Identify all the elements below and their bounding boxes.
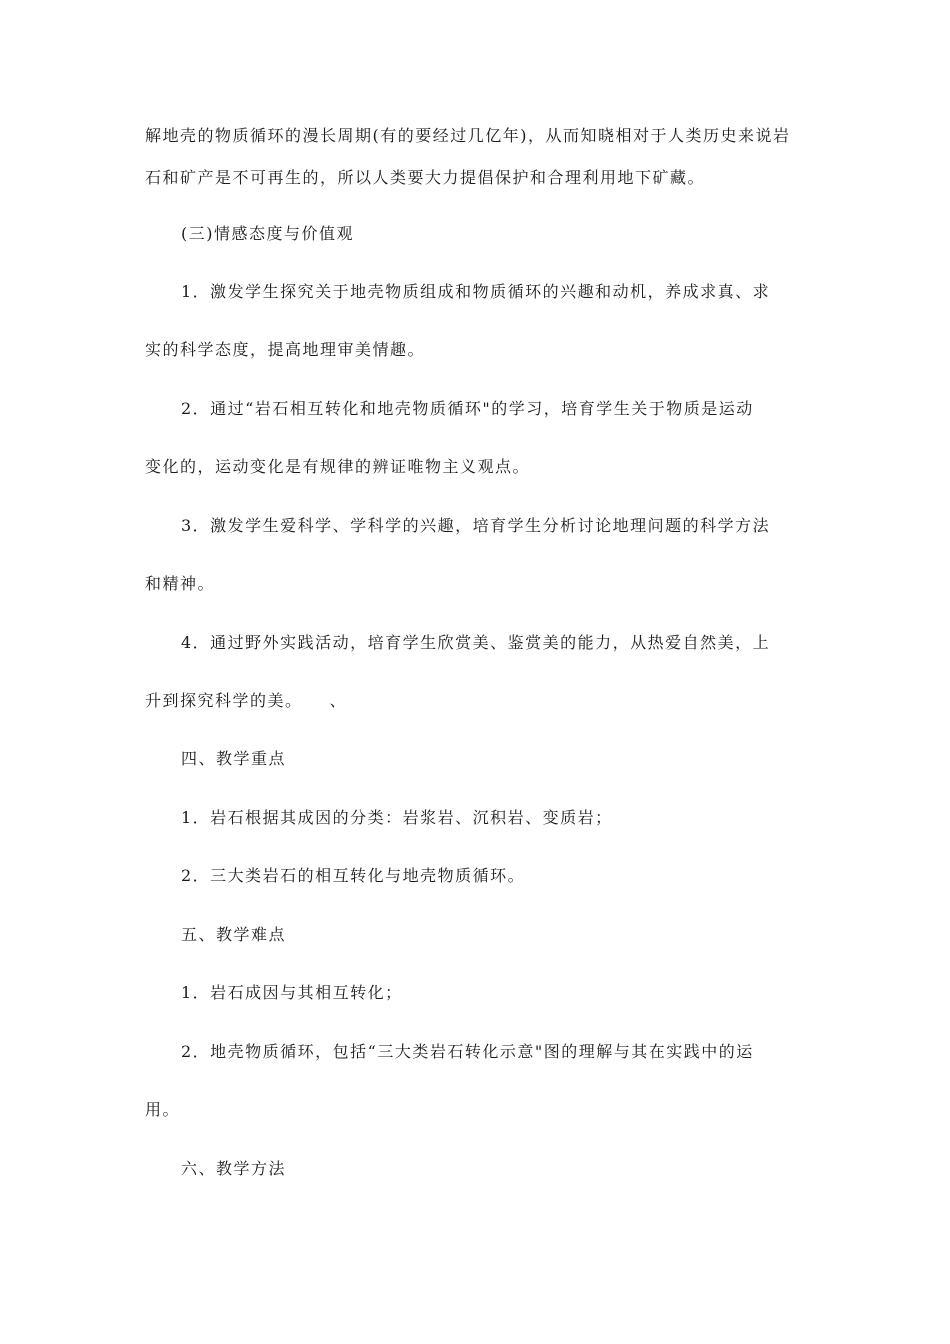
section-heading: 五、教学难点 — [181, 925, 287, 944]
paragraph-line: 用。 — [145, 1100, 181, 1119]
paragraph-line: 和精神。 — [145, 574, 216, 593]
section-heading: 六、教学方法 — [181, 1159, 287, 1178]
list-item: 2．地壳物质循环，包括“三大类岩石转化示意"图的理解与其在实践中的运 — [181, 1042, 754, 1061]
section-heading: 四、教学重点 — [181, 749, 287, 768]
section-heading: (三)情感态度与价值观 — [181, 224, 354, 243]
paragraph-line: 2．通过“岩石相互转化和地壳物质循环"的学习，培育学生关于物质是运动 — [181, 399, 754, 418]
paragraph-line: 3．激发学生爱科学、学科学的兴趣，培育学生分析讨论地理问题的科学方法 — [181, 516, 771, 535]
paragraph-line: 变化的，运动变化是有规律的辨证唯物主义观点。 — [145, 457, 531, 476]
list-item: 2．三大类岩石的相互转化与地壳物质循环。 — [181, 866, 526, 885]
paragraph-line: 1．激发学生探究关于地壳物质组成和物质循环的兴趣和动机，养成求真、求 — [181, 282, 771, 301]
paragraph-line: 解地壳的物质循环的漫长周期(有的要经过几亿年)，从而知晓相对于人类历史来说岩 — [145, 126, 791, 145]
list-item: 1．岩石成因与其相互转化； — [181, 983, 403, 1002]
list-item: 1．岩石根据其成因的分类：岩浆岩、沉积岩、变质岩； — [181, 808, 613, 827]
paragraph-line: 石和矿产是不可再生的，所以人类要大力提倡保护和合理利用地下矿藏。 — [145, 168, 706, 187]
paragraph-line: 4．通过野外实践活动，培育学生欣赏美、鉴赏美的能力，从热爱自然美，上 — [181, 633, 771, 652]
paragraph-line: 升到探究科学的美。 、 — [145, 691, 348, 710]
paragraph-line: 实的科学态度，提高地理审美情趣。 — [145, 340, 426, 359]
